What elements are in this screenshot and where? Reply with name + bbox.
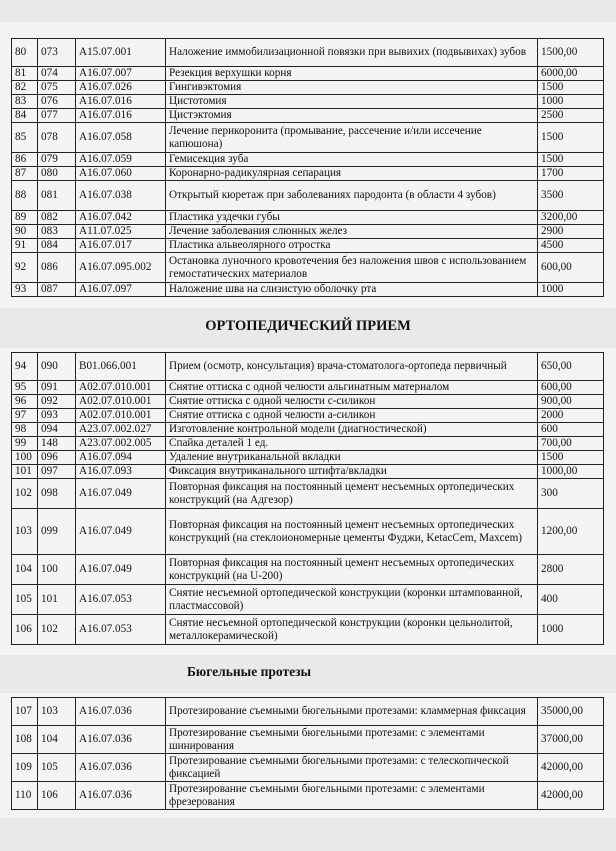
row-number: 101 [12, 465, 38, 479]
row-number: 106 [12, 615, 38, 645]
service-price: 2500 [538, 109, 604, 123]
service-code: A16.07.094 [76, 451, 166, 465]
table-row [12, 123, 604, 153]
service-name: Наложение иммобилизационной повязки при вывихих (подвывихах) зубов [166, 39, 538, 67]
table-row [12, 479, 604, 509]
table-row [12, 39, 604, 67]
service-code: A02.07.010.001 [76, 395, 166, 409]
service-name: Гингивэктомия [166, 81, 538, 95]
service-code: A16.07.059 [76, 153, 166, 167]
service-code: A16.07.036 [76, 754, 166, 782]
row-number: 91 [12, 239, 38, 253]
internal-code: 105 [38, 754, 76, 782]
row-number: 110 [12, 782, 38, 810]
service-price: 1200,00 [538, 509, 604, 555]
row-number: 93 [12, 283, 38, 297]
service-name: Фиксация внутриканального штифта/вкладки [166, 465, 538, 479]
service-code: A11.07.025 [76, 225, 166, 239]
service-price: 1000 [538, 615, 604, 645]
table-row [12, 95, 604, 109]
table-row [12, 181, 604, 211]
internal-code: 083 [38, 225, 76, 239]
row-number: 96 [12, 395, 38, 409]
service-code: A15.07.001 [76, 39, 166, 67]
service-name: Протезирование съемными бюгельными протезами: кламмерная фиксация [166, 698, 538, 726]
service-name: Резекция верхушки корня [166, 67, 538, 81]
table-row [12, 437, 604, 451]
service-name: Остановка луночного кровотечения без наложения швов с использованием гемостатических материалов [166, 253, 538, 283]
table-row [12, 726, 604, 754]
table-row [12, 253, 604, 283]
table-row [12, 509, 604, 555]
scan-artifact [0, 818, 616, 851]
row-number: 98 [12, 423, 38, 437]
service-price: 2000 [538, 409, 604, 423]
internal-code: 084 [38, 239, 76, 253]
row-number: 104 [12, 555, 38, 585]
internal-code: 090 [38, 353, 76, 381]
table-row [12, 465, 604, 479]
service-code: A02.07.010.001 [76, 409, 166, 423]
internal-code: 082 [38, 211, 76, 225]
internal-code: 074 [38, 67, 76, 81]
service-price: 1500,00 [538, 39, 604, 67]
service-name: Гемисекция зуба [166, 153, 538, 167]
service-name: Наложение шва на слизистую оболочку рта [166, 283, 538, 297]
scan-artifact [0, 0, 616, 22]
row-number: 83 [12, 95, 38, 109]
table-row [12, 167, 604, 181]
service-code: A16.07.017 [76, 239, 166, 253]
internal-code: 087 [38, 283, 76, 297]
table-row [12, 451, 604, 465]
row-number: 109 [12, 754, 38, 782]
internal-code: 102 [38, 615, 76, 645]
service-code: A16.07.036 [76, 782, 166, 810]
table-row [12, 353, 604, 381]
internal-code: 100 [38, 555, 76, 585]
service-code: A02.07.010.001 [76, 381, 166, 395]
table-row [12, 395, 604, 409]
row-number: 107 [12, 698, 38, 726]
service-price: 700,00 [538, 437, 604, 451]
service-code: A16.07.016 [76, 95, 166, 109]
row-number: 97 [12, 409, 38, 423]
table-row [12, 81, 604, 95]
service-code: A16.07.060 [76, 167, 166, 181]
service-code: A16.07.026 [76, 81, 166, 95]
row-number: 80 [12, 39, 38, 67]
internal-code: 103 [38, 698, 76, 726]
service-code: A23.07.002.005 [76, 437, 166, 451]
service-name: Пластика альвеолярного отростка [166, 239, 538, 253]
row-number: 90 [12, 225, 38, 239]
internal-code: 079 [38, 153, 76, 167]
service-name: Снятие оттиска с одной челюсти а-силикон [166, 409, 538, 423]
service-price: 6000,00 [538, 67, 604, 81]
clasp-dentures-price-table [11, 697, 604, 810]
row-number: 88 [12, 181, 38, 211]
service-code: A16.07.016 [76, 109, 166, 123]
internal-code: 077 [38, 109, 76, 123]
internal-code: 099 [38, 509, 76, 555]
service-price: 1700 [538, 167, 604, 181]
service-price: 2800 [538, 555, 604, 585]
service-price: 2900 [538, 225, 604, 239]
internal-code: 098 [38, 479, 76, 509]
internal-code: 080 [38, 167, 76, 181]
row-number: 86 [12, 153, 38, 167]
service-name: Коронарно-радикулярная сепарация [166, 167, 538, 181]
surgery-price-table [11, 38, 604, 297]
service-code: A16.07.053 [76, 585, 166, 615]
table-row [12, 409, 604, 423]
service-code: B01.066.001 [76, 353, 166, 381]
internal-code: 096 [38, 451, 76, 465]
section-title-clasp-dentures: Бюгельные протезы [187, 664, 312, 679]
row-number: 108 [12, 726, 38, 754]
row-number: 89 [12, 211, 38, 225]
service-price: 35000,00 [538, 698, 604, 726]
internal-code: 148 [38, 437, 76, 451]
table-row [12, 283, 604, 297]
internal-code: 104 [38, 726, 76, 754]
row-number: 105 [12, 585, 38, 615]
service-code: A16.07.036 [76, 698, 166, 726]
service-code: A16.07.049 [76, 479, 166, 509]
internal-code: 094 [38, 423, 76, 437]
row-number: 85 [12, 123, 38, 153]
service-name: Снятие оттиска с одной челюсти альгинатным материалом [166, 381, 538, 395]
service-code: A16.07.036 [76, 726, 166, 754]
service-name: Изготовление контрольной модели (диагностической) [166, 423, 538, 437]
service-code: A23.07.002.027 [76, 423, 166, 437]
service-code: A16.07.042 [76, 211, 166, 225]
internal-code: 086 [38, 253, 76, 283]
internal-code: 106 [38, 782, 76, 810]
service-name: Лечение заболевания слюнных желез [166, 225, 538, 239]
service-code: A16.07.093 [76, 465, 166, 479]
service-price: 1500 [538, 153, 604, 167]
table-row [12, 109, 604, 123]
table-row [12, 585, 604, 615]
service-name: Протезирование съемными бюгельными протезами: с телескопической фиксацией [166, 754, 538, 782]
table-row [12, 211, 604, 225]
service-code: A16.07.095.002 [76, 253, 166, 283]
service-price: 3200,00 [538, 211, 604, 225]
row-number: 82 [12, 81, 38, 95]
service-name: Повторная фиксация на постоянный цемент несъемных ортопедических конструкций (на стеклоиономерные цементы Фуджи, KetacCem, Maxcem) [166, 509, 538, 555]
service-price: 37000,00 [538, 726, 604, 754]
service-price: 42000,00 [538, 782, 604, 810]
internal-code: 091 [38, 381, 76, 395]
service-price: 600,00 [538, 381, 604, 395]
service-name: Цистотомия [166, 95, 538, 109]
service-name: Снятие несъемной ортопедической конструкции (коронки цельнолитой, металлокерамической) [166, 615, 538, 645]
service-price: 1000 [538, 95, 604, 109]
service-price: 600 [538, 423, 604, 437]
service-price: 400 [538, 585, 604, 615]
service-name: Открытый кюретаж при заболеваниях пародонта (в области 4 зубов) [166, 181, 538, 211]
section-title-orthopedic: ОРТОПЕДИЧЕСКИЙ ПРИЕМ [205, 318, 411, 334]
service-price: 1000 [538, 283, 604, 297]
orthopedic-price-table [11, 352, 604, 645]
table-row [12, 698, 604, 726]
service-price: 1500 [538, 81, 604, 95]
service-price: 300 [538, 479, 604, 509]
service-code: A16.07.049 [76, 555, 166, 585]
row-number: 102 [12, 479, 38, 509]
service-code: A16.07.049 [76, 509, 166, 555]
table-row [12, 239, 604, 253]
row-number: 84 [12, 109, 38, 123]
service-code: A16.07.097 [76, 283, 166, 297]
service-price: 1500 [538, 451, 604, 465]
row-number: 94 [12, 353, 38, 381]
row-number: 103 [12, 509, 38, 555]
row-number: 99 [12, 437, 38, 451]
service-name: Лечение перикоронита (промывание, рассечение и/или иссечение капюшона) [166, 123, 538, 153]
service-name: Протезирование съемными бюгельными протезами: с элементами шинирования [166, 726, 538, 754]
table-row [12, 615, 604, 645]
service-price: 600,00 [538, 253, 604, 283]
service-name: Снятие несъемной ортопедической конструкции (коронки штампованной, пластмассовой) [166, 585, 538, 615]
internal-code: 097 [38, 465, 76, 479]
internal-code: 073 [38, 39, 76, 67]
table-row [12, 782, 604, 810]
internal-code: 081 [38, 181, 76, 211]
service-price: 1500 [538, 123, 604, 153]
service-price: 42000,00 [538, 754, 604, 782]
service-name: Протезирование съемными бюгельными протезами: с элементами фрезерования [166, 782, 538, 810]
service-code: A16.07.007 [76, 67, 166, 81]
table-row [12, 423, 604, 437]
row-number: 95 [12, 381, 38, 395]
service-name: Цистэктомия [166, 109, 538, 123]
service-code: A16.07.053 [76, 615, 166, 645]
table-row [12, 381, 604, 395]
service-name: Повторная фиксация на постоянный цемент несъемных ортопедических конструкций (на U-200) [166, 555, 538, 585]
service-name: Пластика уздечки губы [166, 211, 538, 225]
internal-code: 101 [38, 585, 76, 615]
service-price: 900,00 [538, 395, 604, 409]
service-price: 3500 [538, 181, 604, 211]
row-number: 81 [12, 67, 38, 81]
service-name: Спайка деталей 1 ед. [166, 437, 538, 451]
internal-code: 076 [38, 95, 76, 109]
table-row [12, 67, 604, 81]
internal-code: 075 [38, 81, 76, 95]
service-name: Удаление внутриканальной вкладки [166, 451, 538, 465]
service-name: Прием (осмотр, консультация) врача-стоматолога-ортопеда первичный [166, 353, 538, 381]
service-price: 650,00 [538, 353, 604, 381]
service-code: A16.07.058 [76, 123, 166, 153]
row-number: 100 [12, 451, 38, 465]
internal-code: 092 [38, 395, 76, 409]
service-price: 4500 [538, 239, 604, 253]
service-name: Снятие оттиска с одной челюсти с-силикон [166, 395, 538, 409]
service-name: Повторная фиксация на постоянный цемент несъемных ортопедических конструкций (на Адгезор) [166, 479, 538, 509]
table-row [12, 754, 604, 782]
service-price: 1000,00 [538, 465, 604, 479]
internal-code: 093 [38, 409, 76, 423]
service-code: A16.07.038 [76, 181, 166, 211]
table-row [12, 225, 604, 239]
internal-code: 078 [38, 123, 76, 153]
table-row [12, 153, 604, 167]
row-number: 87 [12, 167, 38, 181]
row-number: 92 [12, 253, 38, 283]
table-row [12, 555, 604, 585]
